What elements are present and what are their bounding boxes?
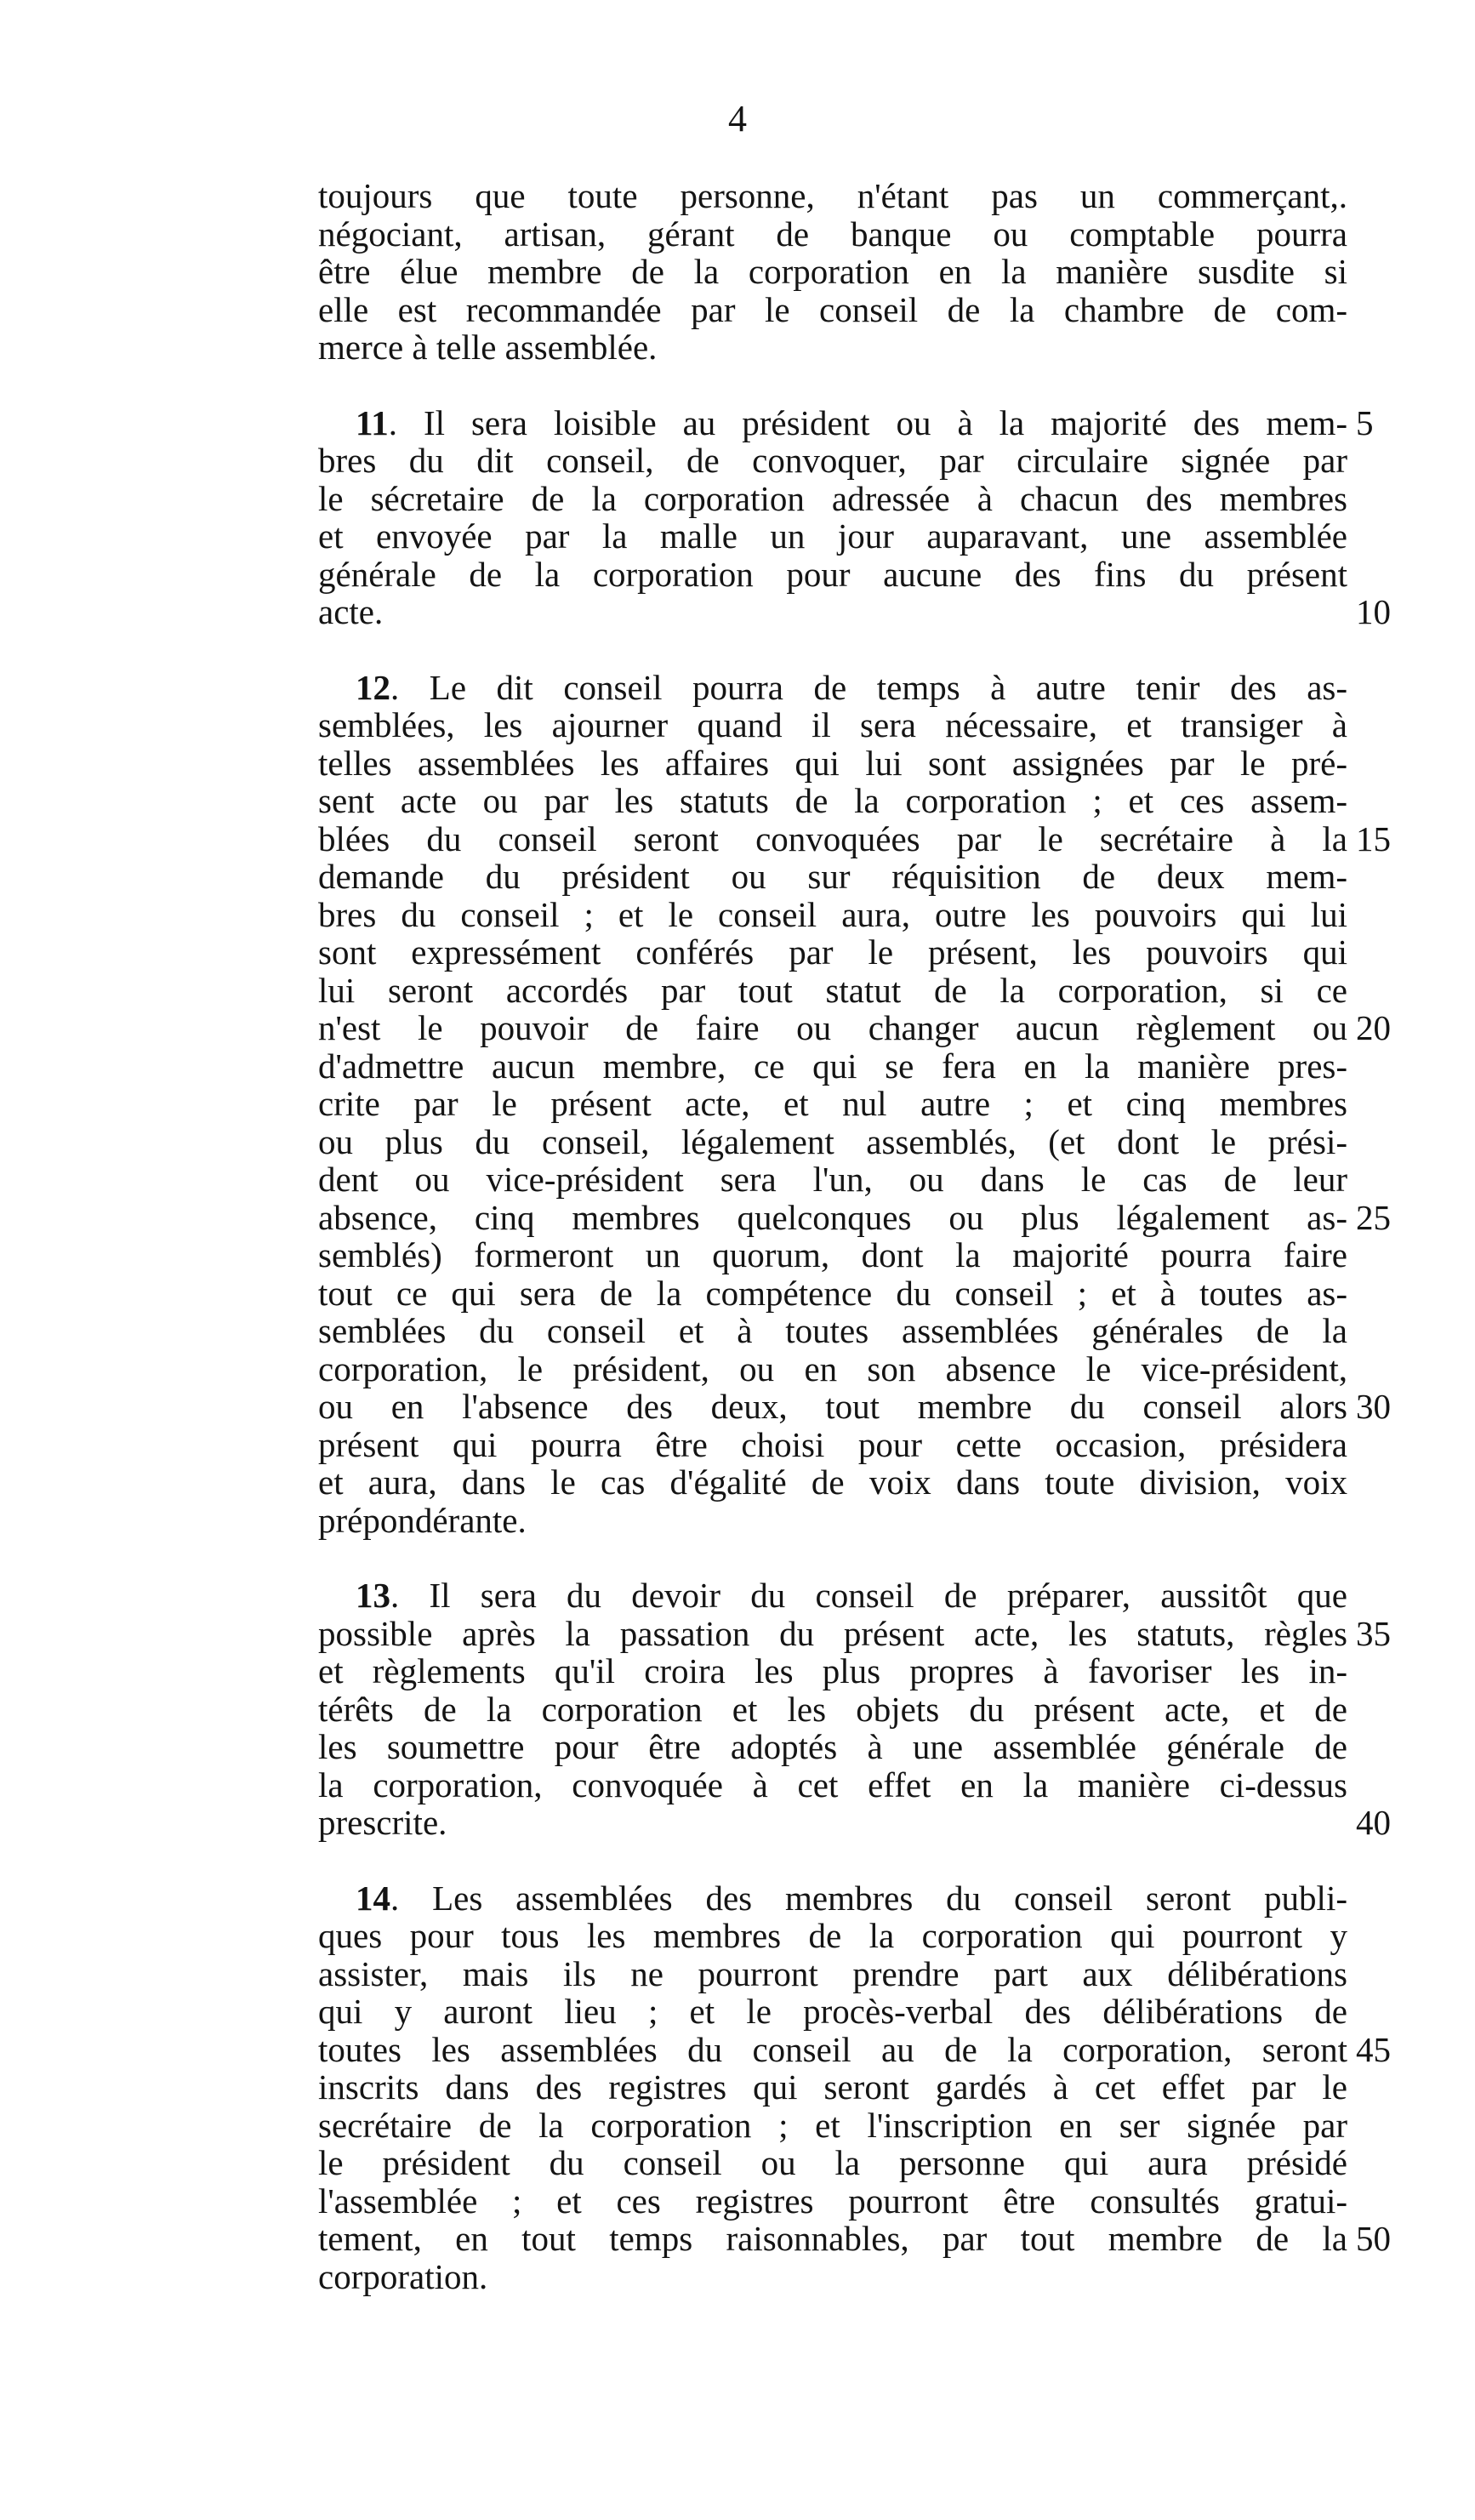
text-line bbox=[318, 1993, 1347, 2031]
text-line bbox=[318, 1047, 1347, 1086]
text-line bbox=[318, 1463, 1347, 1502]
margin-line-number: 40 bbox=[1356, 1803, 1391, 1842]
line-text: secrétaire de la corporation ; et l'inscription en ser signée par bbox=[318, 2105, 1347, 2145]
paragraph bbox=[318, 1878, 1391, 2296]
line-text: la corporation, convoquée à cet effet en la manière ci-dessus bbox=[318, 1765, 1347, 1804]
line-text: . Il sera loisible au président ou à la majorité des mem- bbox=[388, 402, 1347, 442]
line-text: tement, en tout temps raisonnables, par tout membre de la bbox=[318, 2219, 1347, 2258]
paragraph-gap bbox=[318, 631, 1347, 669]
text-line bbox=[318, 1613, 1391, 1653]
text-line bbox=[318, 1085, 1347, 1123]
margin-line-number: 35 bbox=[1356, 1613, 1391, 1653]
section-number: 13 bbox=[356, 1576, 390, 1615]
margin-line-number: 10 bbox=[1356, 592, 1391, 631]
line-text: blées du conseil seront convoquées par le secrétaire à la bbox=[318, 818, 1347, 858]
text-line bbox=[318, 2107, 1347, 2145]
text-line bbox=[318, 402, 1374, 442]
line-text: crite par le présent acte, et nul autre ; et cinq membres bbox=[318, 1084, 1347, 1123]
margin-line-number: 30 bbox=[1356, 1387, 1391, 1426]
text-line bbox=[318, 1502, 1347, 1540]
line-text: et règlements qu'il croira les plus propres à favoriser les in- bbox=[318, 1651, 1347, 1690]
text-line bbox=[318, 1803, 1391, 1842]
paragraph bbox=[318, 177, 1347, 367]
line-text: telles assemblées les affaires qui lui sont assignées par le pré- bbox=[318, 743, 1347, 783]
line-text: absence, cinq membres quelconques ou plus légalement as- bbox=[318, 1197, 1347, 1237]
line-text: et aura, dans le cas d'égalité de voix dans toute division, voix bbox=[318, 1462, 1347, 1502]
paragraph-gap bbox=[318, 1539, 1347, 1576]
line-text: toujours que toute personne, n'étant pas un commerçant,. bbox=[318, 176, 1347, 215]
margin-line-number: 50 bbox=[1356, 2219, 1391, 2258]
text-line bbox=[318, 177, 1347, 215]
text-line bbox=[318, 2144, 1347, 2182]
line-text: térêts de la corporation et les objets du présent acte, et de bbox=[318, 1689, 1347, 1729]
line-text: l'assemblée ; et ces registres pourront être consultés gratui- bbox=[318, 2181, 1347, 2221]
text-line bbox=[318, 1652, 1347, 1690]
text-line bbox=[318, 442, 1347, 480]
line-text: dent ou vice-président sera l'un, ou dans le cas de leur bbox=[318, 1160, 1347, 1199]
text-line bbox=[318, 253, 1347, 291]
section-number: 12 bbox=[356, 667, 390, 707]
text-line bbox=[318, 2029, 1391, 2069]
text-line bbox=[318, 1387, 1391, 1426]
text-line bbox=[318, 1879, 1347, 1918]
text-line bbox=[318, 291, 1347, 329]
text-line bbox=[318, 706, 1347, 744]
text-line bbox=[318, 818, 1391, 858]
text-line bbox=[318, 1008, 1391, 1047]
text-line bbox=[318, 517, 1347, 556]
text-line bbox=[318, 2258, 1347, 2296]
text-line bbox=[318, 1236, 1347, 1274]
line-text: semblées du conseil et à toutes assemblées générales de la bbox=[318, 1311, 1347, 1350]
line-text: assister, mais ils ne pourront prendre part aux délibérations bbox=[318, 1953, 1347, 1993]
text-line bbox=[318, 592, 1391, 631]
line-text: semblées, les ajourner quand il sera nécessaire, et transiger à bbox=[318, 705, 1347, 744]
line-text: inscrits dans des registres qui seront gardés à cet effet par le bbox=[318, 2067, 1347, 2107]
line-text: elle est recommandée par le conseil de la chambre de com- bbox=[318, 289, 1347, 329]
paragraph bbox=[318, 667, 1391, 1540]
text-line bbox=[318, 2068, 1347, 2107]
text-line bbox=[318, 782, 1347, 820]
text-line bbox=[318, 1274, 1347, 1313]
line-text: possible après la passation du présent acte, les statuts, règles bbox=[318, 1613, 1347, 1653]
text-line bbox=[318, 933, 1347, 972]
margin-line-number: 25 bbox=[1356, 1197, 1391, 1237]
section-number: 11 bbox=[356, 402, 389, 442]
line-text: tout ce qui sera de la compétence du conseil ; et à toutes as- bbox=[318, 1273, 1347, 1313]
line-text: les soumettre pour être adoptés à une assemblée générale de bbox=[318, 1727, 1347, 1766]
line-text: corporation, le président, ou en son absence le vice-président, bbox=[318, 1348, 1347, 1388]
line-text: . Le dit conseil pourra de temps à autre tenir des as- bbox=[390, 667, 1347, 707]
text-line bbox=[318, 1955, 1347, 1993]
margin-line-number: 20 bbox=[1356, 1008, 1391, 1047]
line-text: présent qui pourra être choisi pour cette occasion, présidera bbox=[318, 1424, 1347, 1464]
line-text: n'est le pouvoir de faire ou changer aucun règlement ou bbox=[318, 1008, 1347, 1047]
body-text bbox=[318, 176, 1391, 2296]
text-line bbox=[318, 215, 1347, 254]
text-line bbox=[318, 328, 1347, 367]
line-text: et envoyée par la malle un jour auparavant, une assemblée bbox=[318, 516, 1347, 556]
text-line bbox=[318, 556, 1347, 594]
text-line bbox=[318, 480, 1347, 518]
line-text: bres du dit conseil, de convoquer, par circulaire signée par bbox=[318, 441, 1347, 480]
line-text: toutes les assemblées du conseil au de la corporation, seront bbox=[318, 2029, 1347, 2069]
paragraph-gap bbox=[318, 367, 1347, 404]
line-text: prépondérante. bbox=[318, 1500, 527, 1540]
line-text: d'admettre aucun membre, ce qui se fera en la manière pres- bbox=[318, 1046, 1347, 1086]
line-text: être élue membre de la corporation en la manière susdite si bbox=[318, 252, 1347, 291]
page-number: 4 bbox=[728, 98, 747, 140]
margin-line-number: 5 bbox=[1356, 402, 1374, 442]
line-text: corporation. bbox=[318, 2256, 488, 2296]
text-line bbox=[318, 1576, 1347, 1615]
line-text: acte. bbox=[318, 592, 384, 631]
line-text: . Il sera du devoir du conseil de préparer, aussitôt que bbox=[390, 1576, 1347, 1615]
line-text: demande du président ou sur réquisition de deux mem- bbox=[318, 857, 1347, 896]
line-text: qui y auront lieu ; et le procès-verbal des délibérations de bbox=[318, 1992, 1347, 2031]
margin-line-number: 45 bbox=[1356, 2029, 1391, 2069]
line-text: lui seront accordés par tout statut de la corporation, si ce bbox=[318, 970, 1347, 1010]
text-line bbox=[318, 1917, 1347, 1955]
text-line bbox=[318, 1350, 1347, 1388]
line-text: le président du conseil ou la personne qui aura présidé bbox=[318, 2143, 1347, 2182]
text-line bbox=[318, 2219, 1391, 2258]
line-text: semblés) formeront un quorum, dont la majorité pourra faire bbox=[318, 1235, 1347, 1274]
text-line bbox=[318, 1312, 1347, 1350]
text-line bbox=[318, 972, 1347, 1010]
text-line bbox=[318, 1160, 1347, 1199]
paragraph bbox=[318, 1576, 1391, 1842]
line-text: générale de la corporation pour aucune des fins du présent bbox=[318, 554, 1347, 594]
line-text: prescrite. bbox=[318, 1803, 447, 1842]
text-line bbox=[318, 1766, 1347, 1804]
section-number: 14 bbox=[356, 1878, 390, 1918]
margin-line-number: 15 bbox=[1356, 818, 1391, 858]
line-text: sont expressément conférés par le présent, les pouvoirs qui bbox=[318, 932, 1347, 972]
text-line bbox=[318, 2182, 1347, 2221]
text-line bbox=[318, 1690, 1347, 1729]
text-line bbox=[318, 1197, 1391, 1237]
text-line bbox=[318, 858, 1347, 896]
paragraph-gap bbox=[318, 1842, 1347, 1879]
text-line bbox=[318, 1426, 1347, 1464]
line-text: négociant, artisan, gérant de banque ou comptable pourra bbox=[318, 214, 1347, 254]
text-line bbox=[318, 744, 1347, 783]
line-text: le sécretaire de la corporation adressée à chacun des membres bbox=[318, 478, 1347, 518]
line-text: ou plus du conseil, légalement assemblés, (et dont le prési- bbox=[318, 1121, 1347, 1161]
paragraph bbox=[318, 402, 1391, 631]
text-line bbox=[318, 1123, 1347, 1161]
line-text: bres du conseil ; et le conseil aura, outre les pouvoirs qui lui bbox=[318, 894, 1347, 934]
text-line bbox=[318, 1728, 1347, 1766]
line-text: sent acte ou par les statuts de la corporation ; et ces assem- bbox=[318, 781, 1347, 820]
text-line bbox=[318, 896, 1347, 934]
line-text: ou en l'absence des deux, tout membre du conseil alors bbox=[318, 1387, 1347, 1426]
line-text: . Les assemblées des membres du conseil seront publi- bbox=[390, 1878, 1347, 1918]
line-text: merce à telle assemblée. bbox=[318, 328, 658, 367]
line-text: ques pour tous les membres de la corporation qui pourront y bbox=[318, 1916, 1347, 1955]
text-line bbox=[318, 669, 1347, 707]
